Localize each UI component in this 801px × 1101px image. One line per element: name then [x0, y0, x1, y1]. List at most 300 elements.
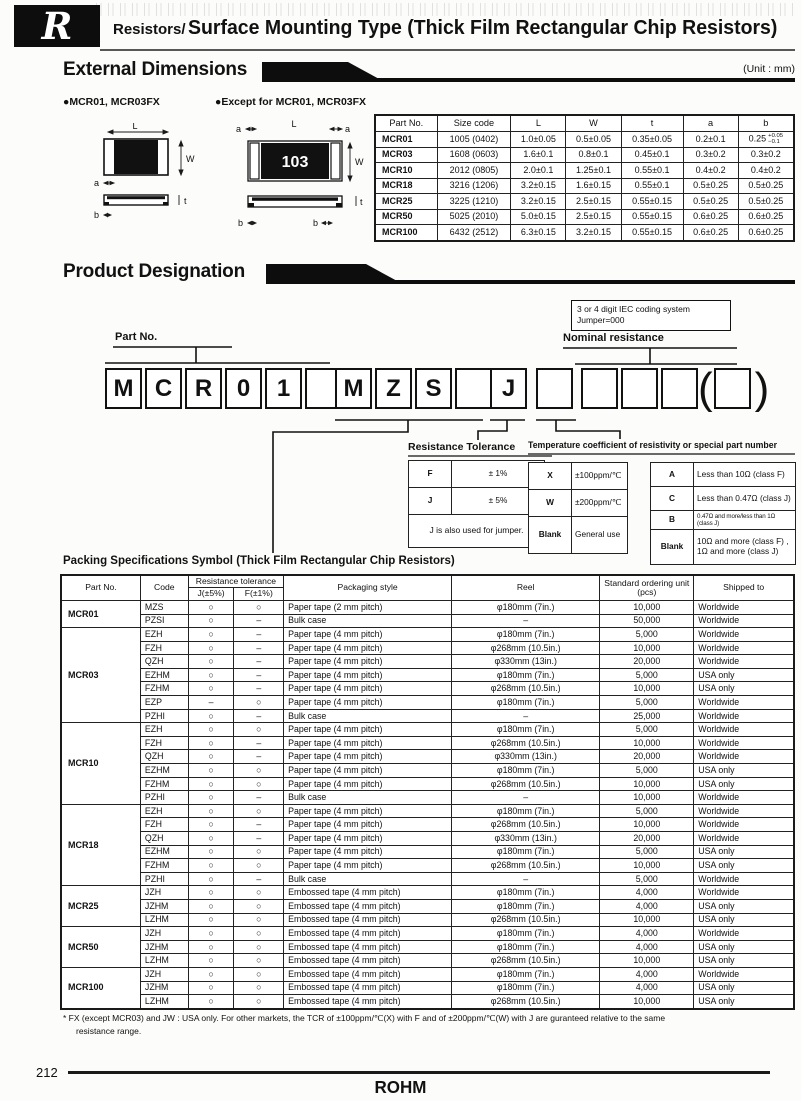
cell: MCR10 [375, 163, 437, 179]
page-header [0, 0, 801, 55]
cell: 3225 (1210) [437, 194, 511, 210]
cell: Paper tape (4 mm pitch) [284, 777, 452, 791]
cell: Paper tape (4 mm pitch) [284, 668, 452, 682]
cell: QZH [140, 655, 188, 669]
cell: FZHM [140, 682, 188, 696]
cell: ○ [188, 614, 234, 628]
table-row [61, 600, 794, 614]
table-row [61, 696, 794, 710]
table-row [529, 463, 628, 490]
cell: MCR100 [375, 225, 437, 241]
cell: Worldwide [694, 628, 794, 642]
cell: – [452, 709, 600, 723]
table-row [409, 515, 545, 548]
cell: Embossed tape (4 mm pitch) [284, 899, 452, 913]
cell: ○ [188, 913, 234, 927]
part-number-box [714, 368, 751, 409]
cell: 0.2±0.1 [683, 132, 738, 148]
cell: 5,000 [600, 668, 694, 682]
cell: 0.3±0.2 [683, 147, 738, 163]
part-number-box: C [145, 368, 182, 409]
cell: 1.0±0.05 [511, 132, 566, 148]
cell: ○ [234, 940, 284, 954]
cell: Embossed tape (4 mm pitch) [284, 913, 452, 927]
part-no-cell: MCR25 [61, 886, 140, 927]
cell: Worldwide [694, 696, 794, 710]
table-row [375, 194, 794, 210]
svg-text:a: a [236, 124, 242, 134]
cell: ○ [188, 668, 234, 682]
cell: 5,000 [600, 872, 694, 886]
part-number-box [536, 368, 573, 409]
cell: ± 5% [452, 488, 545, 515]
cell: ○ [188, 899, 234, 913]
cell: MCR18 [375, 178, 437, 194]
cell: JZH [140, 927, 188, 941]
table-row [61, 723, 794, 737]
cell: 3216 (1206) [437, 178, 511, 194]
cell: 50,000 [600, 614, 694, 628]
cell: ○ [234, 804, 284, 818]
table-row [61, 886, 794, 900]
cell: 25,000 [600, 709, 694, 723]
column-header: t [621, 115, 683, 132]
cell: 10,000 [600, 954, 694, 968]
tcr-table [528, 462, 628, 554]
cell: Paper tape (4 mm pitch) [284, 818, 452, 832]
cell: MCR03 [375, 147, 437, 163]
cell: 10,000 [600, 791, 694, 805]
cell: ○ [234, 954, 284, 968]
cell: Worldwide [694, 927, 794, 941]
cell: 5,000 [600, 845, 694, 859]
cell: Worldwide [694, 967, 794, 981]
iec-coding-note [571, 300, 731, 331]
cell: Worldwide [694, 750, 794, 764]
cell: 0.6±0.25 [683, 209, 738, 225]
column-header: a [683, 115, 738, 132]
cell: PZHI [140, 709, 188, 723]
table-row [61, 940, 794, 954]
cell: φ180mm (7in.) [452, 696, 600, 710]
cell: JZHM [140, 940, 188, 954]
cell: ± 1% [452, 461, 545, 488]
part-number-box-group [697, 363, 770, 413]
paren-open: ( [698, 363, 713, 413]
svg-text:t: t [360, 197, 363, 207]
cell: φ268mm (10.5in.) [452, 859, 600, 873]
resistance-tolerance-table [408, 460, 545, 548]
cell: USA only [694, 859, 794, 873]
cell: EZP [140, 696, 188, 710]
cell: φ268mm (10.5in.) [452, 682, 600, 696]
cell: 3.2±0.15 [511, 194, 566, 210]
cell: 0.5±0.25 [683, 194, 738, 210]
cell: ○ [234, 927, 284, 941]
cell: ○ [188, 764, 234, 778]
table-row [651, 463, 796, 487]
cell: ○ [234, 777, 284, 791]
cell: φ268mm (10.5in.) [452, 995, 600, 1009]
cell: ○ [234, 859, 284, 873]
cell: 1.6±0.15 [566, 178, 621, 194]
table-row [375, 163, 794, 179]
cell: 2012 (0805) [437, 163, 511, 179]
table-row [651, 511, 796, 530]
column-header: Part No. [61, 575, 140, 600]
table-row [409, 461, 545, 488]
logo-letter: R [41, 3, 73, 48]
cell: 5.0±0.15 [511, 209, 566, 225]
scan-noise [96, 3, 796, 16]
cell: USA only [694, 668, 794, 682]
tolerance-note: J is also used for jumper. [409, 515, 545, 548]
cell: φ180mm (7in.) [452, 927, 600, 941]
table-row [375, 209, 794, 225]
table-row [61, 899, 794, 913]
cell: ○ [188, 804, 234, 818]
part-number-box: 1 [265, 368, 302, 409]
cell: 0.55±0.15 [621, 209, 683, 225]
cell: 4,000 [600, 927, 694, 941]
cell: Paper tape (4 mm pitch) [284, 682, 452, 696]
cell: ○ [188, 967, 234, 981]
packing-footnote-line1: * FX (except MCR03) and JW : USA only. For other markets, the TCR of ±100ppm/℃(X) with F and of ±200ppm/℃(W) with J are guranteed relative to the same [63, 1013, 666, 1023]
unit-note: (Unit : mm) [743, 63, 795, 75]
cell: USA only [694, 981, 794, 995]
cell: 0.6±0.25 [738, 209, 794, 225]
cell: ○ [188, 832, 234, 846]
table-row [529, 490, 628, 517]
cell: 10Ω and more (class F) , 1Ω and more (class J) [694, 530, 796, 565]
column-header: Resistance tolerance [188, 575, 283, 588]
svg-text:b: b [238, 218, 244, 228]
cell: ○ [188, 723, 234, 737]
table-row [375, 147, 794, 163]
cell: φ330mm (13in.) [452, 832, 600, 846]
cell: Paper tape (4 mm pitch) [284, 736, 452, 750]
cell: Bulk case [284, 709, 452, 723]
cell: Bulk case [284, 872, 452, 886]
temperature-coefficient-label: Temperature coefficient of resistivity or special part number [528, 440, 778, 451]
part-number-box: M [105, 368, 142, 409]
cell: Worldwide [694, 709, 794, 723]
cell: Less than 10Ω (class F) [694, 463, 796, 487]
page-number: 212 [36, 1065, 58, 1080]
cell: Embossed tape (4 mm pitch) [284, 954, 452, 968]
external-dimensions-heading: External Dimensions [63, 59, 248, 80]
cell: 4,000 [600, 967, 694, 981]
table-row [529, 517, 628, 554]
cell: F [409, 461, 452, 488]
cell: Embossed tape (4 mm pitch) [284, 927, 452, 941]
cell: φ330mm (13in.) [452, 655, 600, 669]
cell: Paper tape (4 mm pitch) [284, 723, 452, 737]
cell: 0.55±0.15 [621, 225, 683, 241]
cell: Embossed tape (4 mm pitch) [284, 981, 452, 995]
part-no-cell: MCR01 [61, 600, 140, 627]
cell: φ180mm (7in.) [452, 845, 600, 859]
cell: USA only [694, 845, 794, 859]
table-row [61, 682, 794, 696]
packing-footnote-line2: resistance range. [76, 1026, 142, 1036]
cell: LZHM [140, 913, 188, 927]
svg-text:t: t [184, 196, 187, 206]
tolerance-stack: +0.05 −0.1 [768, 133, 784, 146]
cell: ○ [234, 600, 284, 614]
page-footer [0, 1060, 801, 1101]
part-number-box-group [490, 368, 530, 409]
table-row [61, 832, 794, 846]
table-row [61, 804, 794, 818]
cell: ±100ppm/℃ [572, 463, 628, 490]
part-number-box: S [415, 368, 452, 409]
title-category: Resistors/ [113, 21, 186, 38]
cell: 2.5±0.15 [566, 209, 621, 225]
external-dimensions-section [0, 55, 801, 255]
column-header: Reel [452, 575, 600, 600]
cell: 6.3±0.15 [511, 225, 566, 241]
cell: 1608 (0603) [437, 147, 511, 163]
cell: ○ [188, 981, 234, 995]
column-header: Size code [437, 115, 511, 132]
cell: Worldwide [694, 832, 794, 846]
dimensions-table [374, 114, 795, 242]
cell: Worldwide [694, 791, 794, 805]
cell: ○ [188, 736, 234, 750]
header-row [375, 115, 794, 132]
cell: 1005 (0402) [437, 132, 511, 148]
cell: 20,000 [600, 750, 694, 764]
cell: 3.2±0.15 [566, 225, 621, 241]
cell: φ180mm (7in.) [452, 981, 600, 995]
cell: – [188, 696, 234, 710]
cell: FZH [140, 736, 188, 750]
table-row [61, 913, 794, 927]
cell: ○ [234, 886, 284, 900]
cell: Worldwide [694, 886, 794, 900]
cell: 2.0±0.1 [511, 163, 566, 179]
table-row [61, 818, 794, 832]
footer-divider [68, 1071, 770, 1074]
cell: 10,000 [600, 995, 694, 1009]
cell: 10,000 [600, 818, 694, 832]
cell: A [651, 463, 694, 487]
left-diagram-label: ●MCR01, MCR03FX [63, 96, 160, 108]
header-row [61, 575, 794, 588]
cell: Embossed tape (4 mm pitch) [284, 967, 452, 981]
table-row [61, 927, 794, 941]
cell: ○ [234, 696, 284, 710]
table-row [61, 641, 794, 655]
cell: ○ [188, 940, 234, 954]
cell: 10,000 [600, 913, 694, 927]
cell: 0.5±0.25 [738, 178, 794, 194]
cell: USA only [694, 954, 794, 968]
cell: USA only [694, 682, 794, 696]
packing-table [60, 574, 795, 1010]
cell: Worldwide [694, 818, 794, 832]
cell: Paper tape (4 mm pitch) [284, 641, 452, 655]
cell: 10,000 [600, 736, 694, 750]
section-banner [262, 62, 348, 82]
svg-text:a: a [94, 178, 100, 188]
table-row [651, 487, 796, 511]
cell: 0.3±0.2 [738, 147, 794, 163]
iec-note-line2: Jumper=000 [577, 315, 625, 326]
cell: ○ [234, 845, 284, 859]
cell: EZHM [140, 845, 188, 859]
cell: JZHM [140, 981, 188, 995]
cell: Paper tape (4 mm pitch) [284, 804, 452, 818]
cell: ○ [188, 791, 234, 805]
cell: ±200ppm/℃ [572, 490, 628, 517]
cell: PZSI [140, 614, 188, 628]
svg-text:W: W [186, 154, 195, 164]
table-row [409, 488, 545, 515]
cell: Paper tape (2 mm pitch) [284, 600, 452, 614]
chip-diagram-mcr01 [80, 123, 206, 241]
cell: MZS [140, 600, 188, 614]
cell: 3.2±0.15 [511, 178, 566, 194]
cell: – [234, 655, 284, 669]
column-header: L [511, 115, 566, 132]
product-designation-section [0, 255, 801, 555]
special-class-table [650, 462, 796, 565]
cell: Embossed tape (4 mm pitch) [284, 886, 452, 900]
section-banner-taper [366, 264, 396, 284]
cell: 5025 (2010) [437, 209, 511, 225]
cell: 4,000 [600, 899, 694, 913]
cell: φ180mm (7in.) [452, 628, 600, 642]
document-title [113, 16, 801, 40]
cell: USA only [694, 913, 794, 927]
cell: ○ [188, 872, 234, 886]
svg-text:b: b [313, 218, 319, 228]
cell: – [234, 872, 284, 886]
cell: J [409, 488, 452, 515]
cell: EZH [140, 804, 188, 818]
cell: ○ [188, 641, 234, 655]
cell: 4,000 [600, 886, 694, 900]
cell: ○ [188, 682, 234, 696]
cell: 0.5±0.05 [566, 132, 621, 148]
cell: ○ [234, 967, 284, 981]
cell: MCR50 [375, 209, 437, 225]
table-row [61, 628, 794, 642]
cell: 10,000 [600, 859, 694, 873]
cell: ○ [234, 913, 284, 927]
cell: 0.4±0.2 [683, 163, 738, 179]
cell: FZH [140, 641, 188, 655]
cell: EZHM [140, 668, 188, 682]
section-banner-line [394, 280, 795, 284]
part-number-box-group [581, 368, 701, 409]
cell: 5,000 [600, 804, 694, 818]
cell: 6432 (2512) [437, 225, 511, 241]
table-row [61, 668, 794, 682]
cell: φ268mm (10.5in.) [452, 777, 600, 791]
cell: – [234, 628, 284, 642]
part-number-box-group [105, 368, 345, 409]
cell: ○ [188, 845, 234, 859]
cell: – [234, 818, 284, 832]
cell: Paper tape (4 mm pitch) [284, 750, 452, 764]
cell: Worldwide [694, 641, 794, 655]
cell: – [234, 641, 284, 655]
table-row [61, 981, 794, 995]
cell: ○ [188, 995, 234, 1009]
title-main: Surface Mounting Type (Thick Film Rectangular Chip Resistors) [187, 16, 777, 39]
cell: USA only [694, 899, 794, 913]
column-header: F(±1%) [234, 588, 284, 600]
cell: 0.45±0.1 [621, 147, 683, 163]
table-row [61, 709, 794, 723]
cell: φ268mm (10.5in.) [452, 641, 600, 655]
table-row [375, 225, 794, 241]
cell: FZHM [140, 777, 188, 791]
cell: – [234, 709, 284, 723]
cell: 5,000 [600, 764, 694, 778]
cell: ○ [188, 954, 234, 968]
cell: – [234, 750, 284, 764]
cell: EZHM [140, 764, 188, 778]
cell: Blank [529, 517, 572, 554]
cell: 20,000 [600, 832, 694, 846]
cell: Worldwide [694, 804, 794, 818]
cell: USA only [694, 764, 794, 778]
cell: 10,000 [600, 641, 694, 655]
cell: LZHM [140, 954, 188, 968]
cell: Less than 0.47Ω (class J) [694, 487, 796, 511]
cell: 5,000 [600, 723, 694, 737]
cell: JZH [140, 886, 188, 900]
cell: 0.6±0.25 [738, 225, 794, 241]
cell: ○ [188, 927, 234, 941]
cell: 5,000 [600, 696, 694, 710]
right-diagram-label: ●Except for MCR01, MCR03FX [215, 96, 367, 108]
cell: φ268mm (10.5in.) [452, 818, 600, 832]
cell: φ180mm (7in.) [452, 764, 600, 778]
column-header: Part No. [375, 115, 437, 132]
cell: φ180mm (7in.) [452, 804, 600, 818]
table-row [61, 859, 794, 873]
cell: φ180mm (7in.) [452, 940, 600, 954]
table-row [61, 791, 794, 805]
part-number-box [455, 368, 492, 409]
svg-text:L: L [132, 123, 138, 131]
cell: ○ [234, 981, 284, 995]
cell: 0.55±0.1 [621, 178, 683, 194]
table-row [61, 750, 794, 764]
part-number-box: Z [375, 368, 412, 409]
cell: 0.6±0.25 [683, 225, 738, 241]
svg-text:b: b [94, 210, 100, 220]
cell: 0.5±0.25 [683, 178, 738, 194]
rohm-wordmark: ROHM [374, 1077, 427, 1098]
cell: Paper tape (4 mm pitch) [284, 628, 452, 642]
cell: ○ [188, 750, 234, 764]
column-header: W [566, 115, 621, 132]
cell: 10,000 [600, 777, 694, 791]
part-number-box: M [335, 368, 372, 409]
cell: φ180mm (7in.) [452, 899, 600, 913]
cell: Bulk case [284, 791, 452, 805]
column-header: b [738, 115, 794, 132]
cell: φ268mm (10.5in.) [452, 736, 600, 750]
cell: 0.8±0.1 [566, 147, 621, 163]
cell: 0.25 +0.05 −0.1 [738, 132, 794, 148]
